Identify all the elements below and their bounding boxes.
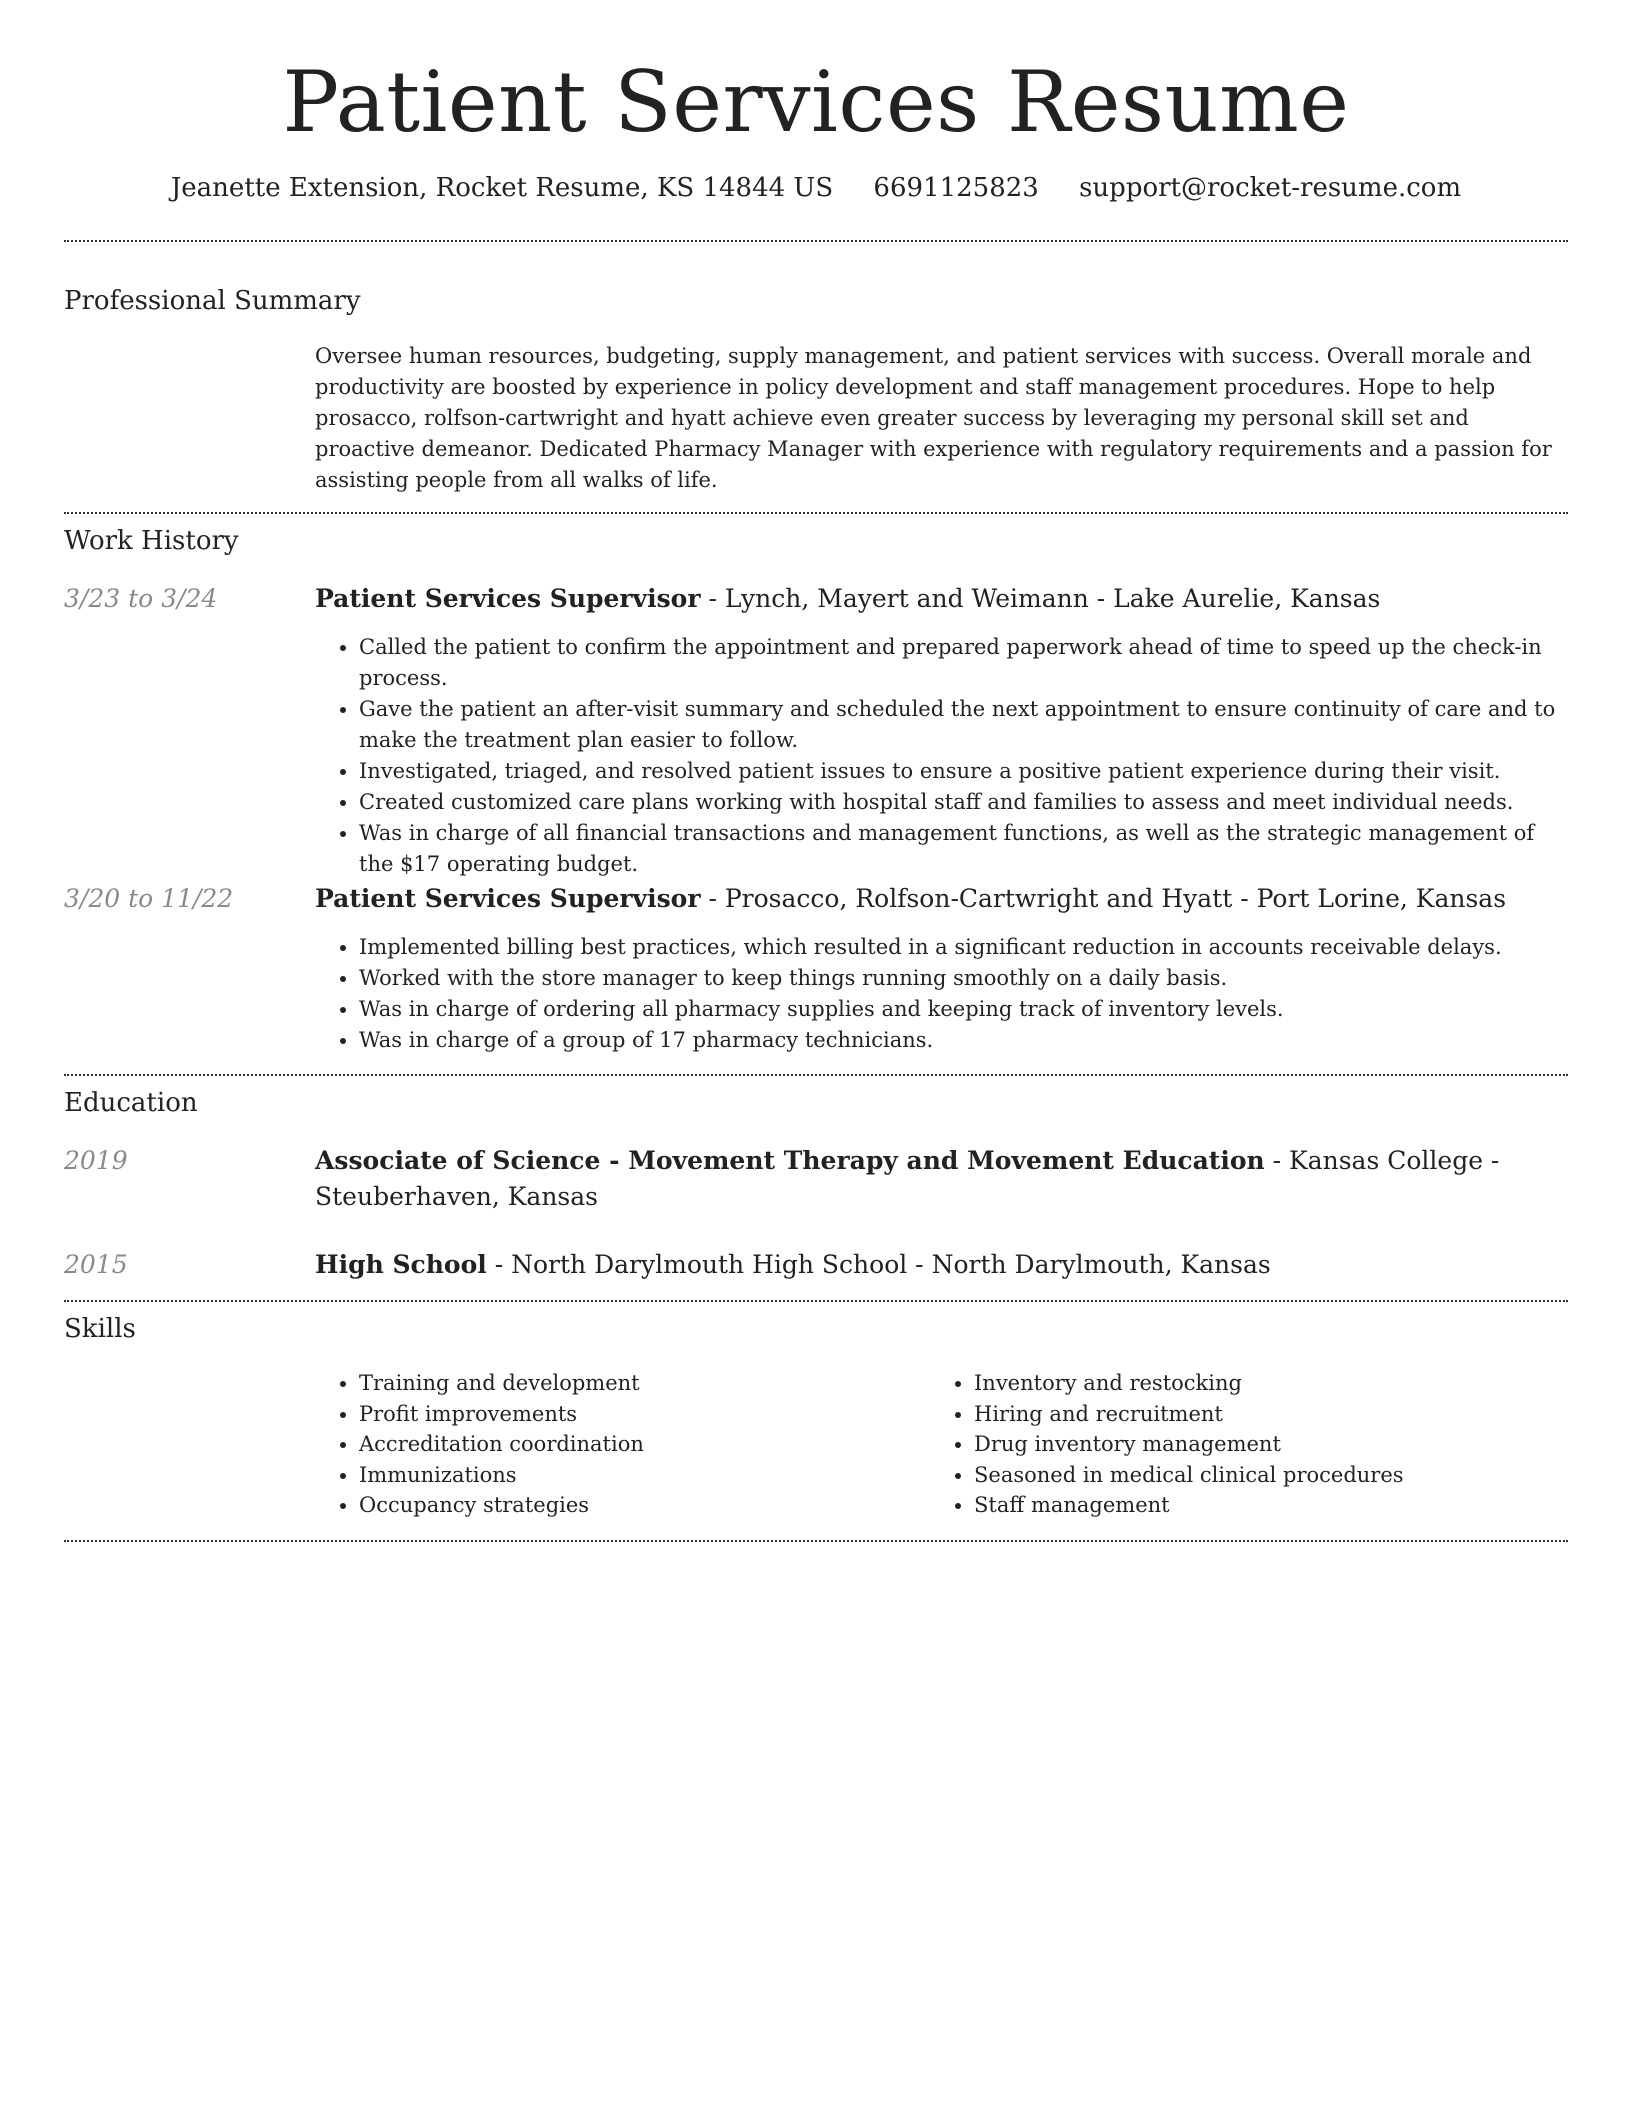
contact-email: support@rocket-resume.com: [1079, 173, 1462, 203]
education-degree: High School: [315, 1250, 487, 1279]
divider: [64, 1074, 1568, 1076]
skills-list-right: [930, 1368, 1530, 1521]
list-item: • Called the patient to confirm the appointment and prepared paperwork ahead of time to speed up the check-in process.: [359, 632, 1568, 694]
list-item: • Gave the patient an after-visit summary and scheduled the next appointment to ensure continuity of care and to make the treatment plan easier to follow.: [359, 694, 1568, 756]
list-item: • Created customized care plans working with hospital staff and families to assess and meet individual needs.: [359, 787, 1568, 818]
divider: [64, 1540, 1568, 1542]
education-degree: Associate of Science - Movement Therapy and Movement Education: [315, 1146, 1265, 1175]
list-item: • Was in charge of ordering all pharmacy supplies and keeping track of inventory levels.: [359, 994, 1568, 1025]
divider: [64, 512, 1568, 514]
skill-item: • Hiring and recruitment: [974, 1399, 1530, 1430]
skill-item: • Accreditation coordination: [359, 1429, 915, 1460]
job-heading: [315, 881, 1568, 917]
list-item: • Was in charge of a group of 17 pharmacy technicians.: [359, 1025, 1568, 1056]
skill-item: • Profit improvements: [359, 1399, 915, 1430]
job-employer: - Prosacco, Rolfson-Cartwright and Hyatt - Port Lorine, Kansas: [700, 884, 1507, 913]
skill-item: • Training and development: [359, 1368, 915, 1399]
divider: [64, 240, 1568, 242]
summary-text: Oversee human resources, budgeting, supply management, and patient services with success. Overall morale and productivity are boosted by experience in policy development and staff management procedures. Hope to help prosacco, rolfson-cartwright and hyatt achieve even greater success by leveraging my personal skill set and proactive demeanor. Dedicated Pharmacy Manager with experience with regulatory requirements and a passion for assisting people from all walks of life.: [315, 344, 1552, 492]
education-heading: [315, 1143, 1568, 1215]
job-bullets: [315, 632, 1568, 880]
job-dates: 3/20 to 11/22: [64, 884, 234, 913]
education-heading: [315, 1247, 1568, 1283]
skill-item: • Immunizations: [359, 1460, 915, 1491]
job-bullets: [315, 932, 1568, 1056]
skill-item: • Staff management: [974, 1490, 1530, 1521]
job-role: Patient Services Supervisor: [315, 884, 701, 913]
job-employer: - Lynch, Mayert and Weimann - Lake Aurelie, Kansas: [700, 584, 1381, 613]
divider: [64, 1300, 1568, 1302]
contact-phone: 6691125823: [873, 173, 1039, 203]
job-role: Patient Services Supervisor: [315, 584, 701, 613]
job-dates: 3/23 to 3/24: [64, 584, 218, 613]
skill-item: • Seasoned in medical clinical procedures: [974, 1460, 1530, 1491]
section-title-work-history: Work History: [64, 526, 239, 556]
contact-address: Jeanette Extension, Rocket Resume, KS 14844 US: [170, 173, 834, 203]
skill-item: • Inventory and restocking: [974, 1368, 1530, 1399]
skill-item: • Occupancy strategies: [359, 1490, 915, 1521]
education-year: 2019: [64, 1146, 128, 1175]
job-heading: [315, 581, 1568, 617]
skills-list-left: [315, 1368, 915, 1521]
list-item: • Was in charge of all financial transactions and management functions, as well as the strategic management of the $17 operating budget.: [359, 818, 1568, 880]
section-title-summary: Professional Summary: [64, 286, 361, 316]
resume-title: Patient Services Resume: [282, 53, 1350, 151]
education-school: - Kansas College - Steuberhaven, Kansas: [315, 1146, 1500, 1211]
education-year: 2015: [64, 1250, 128, 1279]
list-item: • Worked with the store manager to keep things running smoothly on a daily basis.: [359, 963, 1568, 994]
section-title-skills: Skills: [64, 1314, 136, 1344]
list-item: • Implemented billing best practices, which resulted in a significant reduction in accounts receivable delays.: [359, 932, 1568, 963]
education-school: - North Darylmouth High School - North Darylmouth, Kansas: [486, 1250, 1271, 1279]
list-item: • Investigated, triaged, and resolved patient issues to ensure a positive patient experience during their visit.: [359, 756, 1568, 787]
skill-item: • Drug inventory management: [974, 1429, 1530, 1460]
contact-line: [0, 170, 1632, 206]
section-title-education: Education: [64, 1088, 198, 1118]
